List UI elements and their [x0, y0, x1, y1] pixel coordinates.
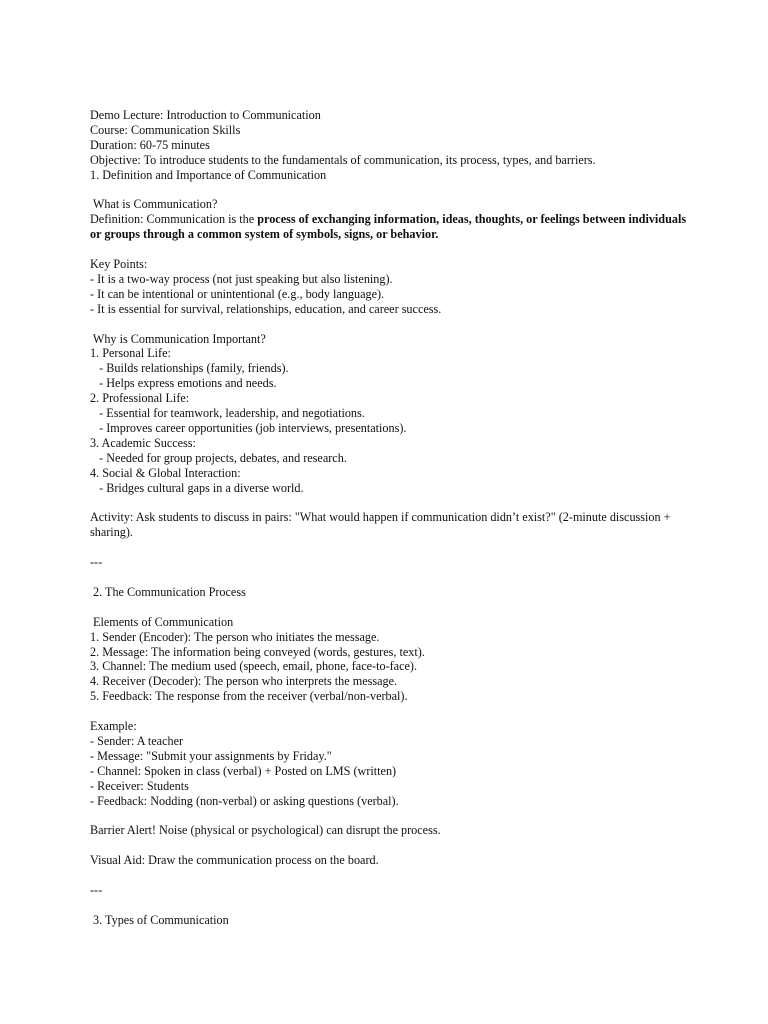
visual-aid-note: Visual Aid: Draw the communication process on the board.: [90, 853, 379, 868]
key-point-item: - It can be intentional or unintentional (e.g., body language).: [90, 286, 385, 301]
objective-line: Objective: To introduce students to the fundamentals of communication, its process, types, and barriers.: [90, 152, 596, 167]
spacer: [90, 242, 690, 257]
importance-item: - Improves career opportunities (job interviews, presentations).: [90, 420, 407, 435]
importance-item: - Needed for group projects, debates, and research.: [90, 450, 347, 465]
lecture-title: Demo Lecture: Introduction to Communication: [90, 108, 321, 122]
spacer: [90, 317, 690, 332]
section-2-heading: 2. The Communication Process: [90, 584, 246, 599]
element-item: 1. Sender (Encoder): The person who initiates the message.: [90, 629, 380, 644]
definition-bold-text: process of exchanging information, ideas, thoughts, or feelings between individuals or groups through a common system of symbols, signs, or behavior.: [90, 212, 687, 242]
definition-paragraph: [90, 212, 690, 242]
elements-heading: Elements of Communication: [90, 614, 234, 629]
importance-item: 3. Academic Success:: [90, 435, 196, 450]
key-point-item: - It is essential for survival, relationships, education, and career success.: [90, 301, 442, 316]
course-line: Course: Communication Skills: [90, 122, 241, 137]
importance-item: 4. Social & Global Interaction:: [90, 465, 241, 480]
activity-paragraph: Activity: Ask students to discuss in pairs: "What would happen if communication didn’t exist?" (2-minute discussion + sharing).: [90, 510, 671, 540]
spacer: [90, 570, 690, 585]
example-item: - Sender: A teacher: [90, 733, 184, 748]
section-3-heading: 3. Types of Communication: [90, 912, 229, 927]
importance-item: 1. Personal Life:: [90, 346, 171, 361]
spacer: [90, 540, 690, 555]
definition-prefix: Definition: Communication is the: [90, 212, 258, 227]
example-item: - Feedback: Nodding (non-verbal) or asking questions (verbal).: [90, 793, 399, 808]
example-item: - Receiver: Students: [90, 778, 189, 793]
key-point-item: - It is a two-way process (not just speaking but also listening).: [90, 271, 393, 286]
importance-heading: Why is Communication Important?: [90, 331, 266, 346]
document-page: [90, 108, 690, 928]
importance-item: - Helps express emotions and needs.: [90, 376, 277, 391]
spacer: [90, 898, 690, 913]
importance-item: - Builds relationships (family, friends).: [90, 361, 289, 376]
spacer: [90, 183, 690, 198]
importance-item: 2. Professional Life:: [90, 391, 190, 406]
element-item: 4. Receiver (Decoder): The person who interprets the message.: [90, 674, 398, 689]
example-item: - Message: "Submit your assignments by Friday.": [90, 748, 332, 763]
spacer: [90, 496, 690, 511]
divider: ---: [90, 882, 103, 897]
spacer: [90, 868, 690, 883]
duration-line: Duration: 60-75 minutes: [90, 137, 210, 152]
example-item: - Channel: Spoken in class (verbal) + Posted on LMS (written): [90, 763, 397, 778]
spacer: [90, 600, 690, 615]
example-heading: Example:: [90, 719, 137, 734]
element-item: 5. Feedback: The response from the receiver (verbal/non-verbal).: [90, 689, 408, 704]
element-item: 2. Message: The information being conveyed (words, gestures, text).: [90, 644, 425, 659]
key-points-heading: Key Points:: [90, 257, 148, 272]
barrier-alert: Barrier Alert! Noise (physical or psychological) can disrupt the process.: [90, 823, 441, 838]
section-1-heading: 1. Definition and Importance of Communication: [90, 167, 327, 182]
importance-item: - Essential for teamwork, leadership, and negotiations.: [90, 406, 365, 421]
divider: ---: [90, 555, 103, 570]
definition-heading: What is Communication?: [90, 197, 218, 212]
spacer: [90, 838, 690, 853]
importance-item: - Bridges cultural gaps in a diverse world.: [90, 480, 304, 495]
element-item: 3. Channel: The medium used (speech, email, phone, face-to-face).: [90, 659, 418, 674]
spacer: [90, 808, 690, 823]
spacer: [90, 704, 690, 719]
